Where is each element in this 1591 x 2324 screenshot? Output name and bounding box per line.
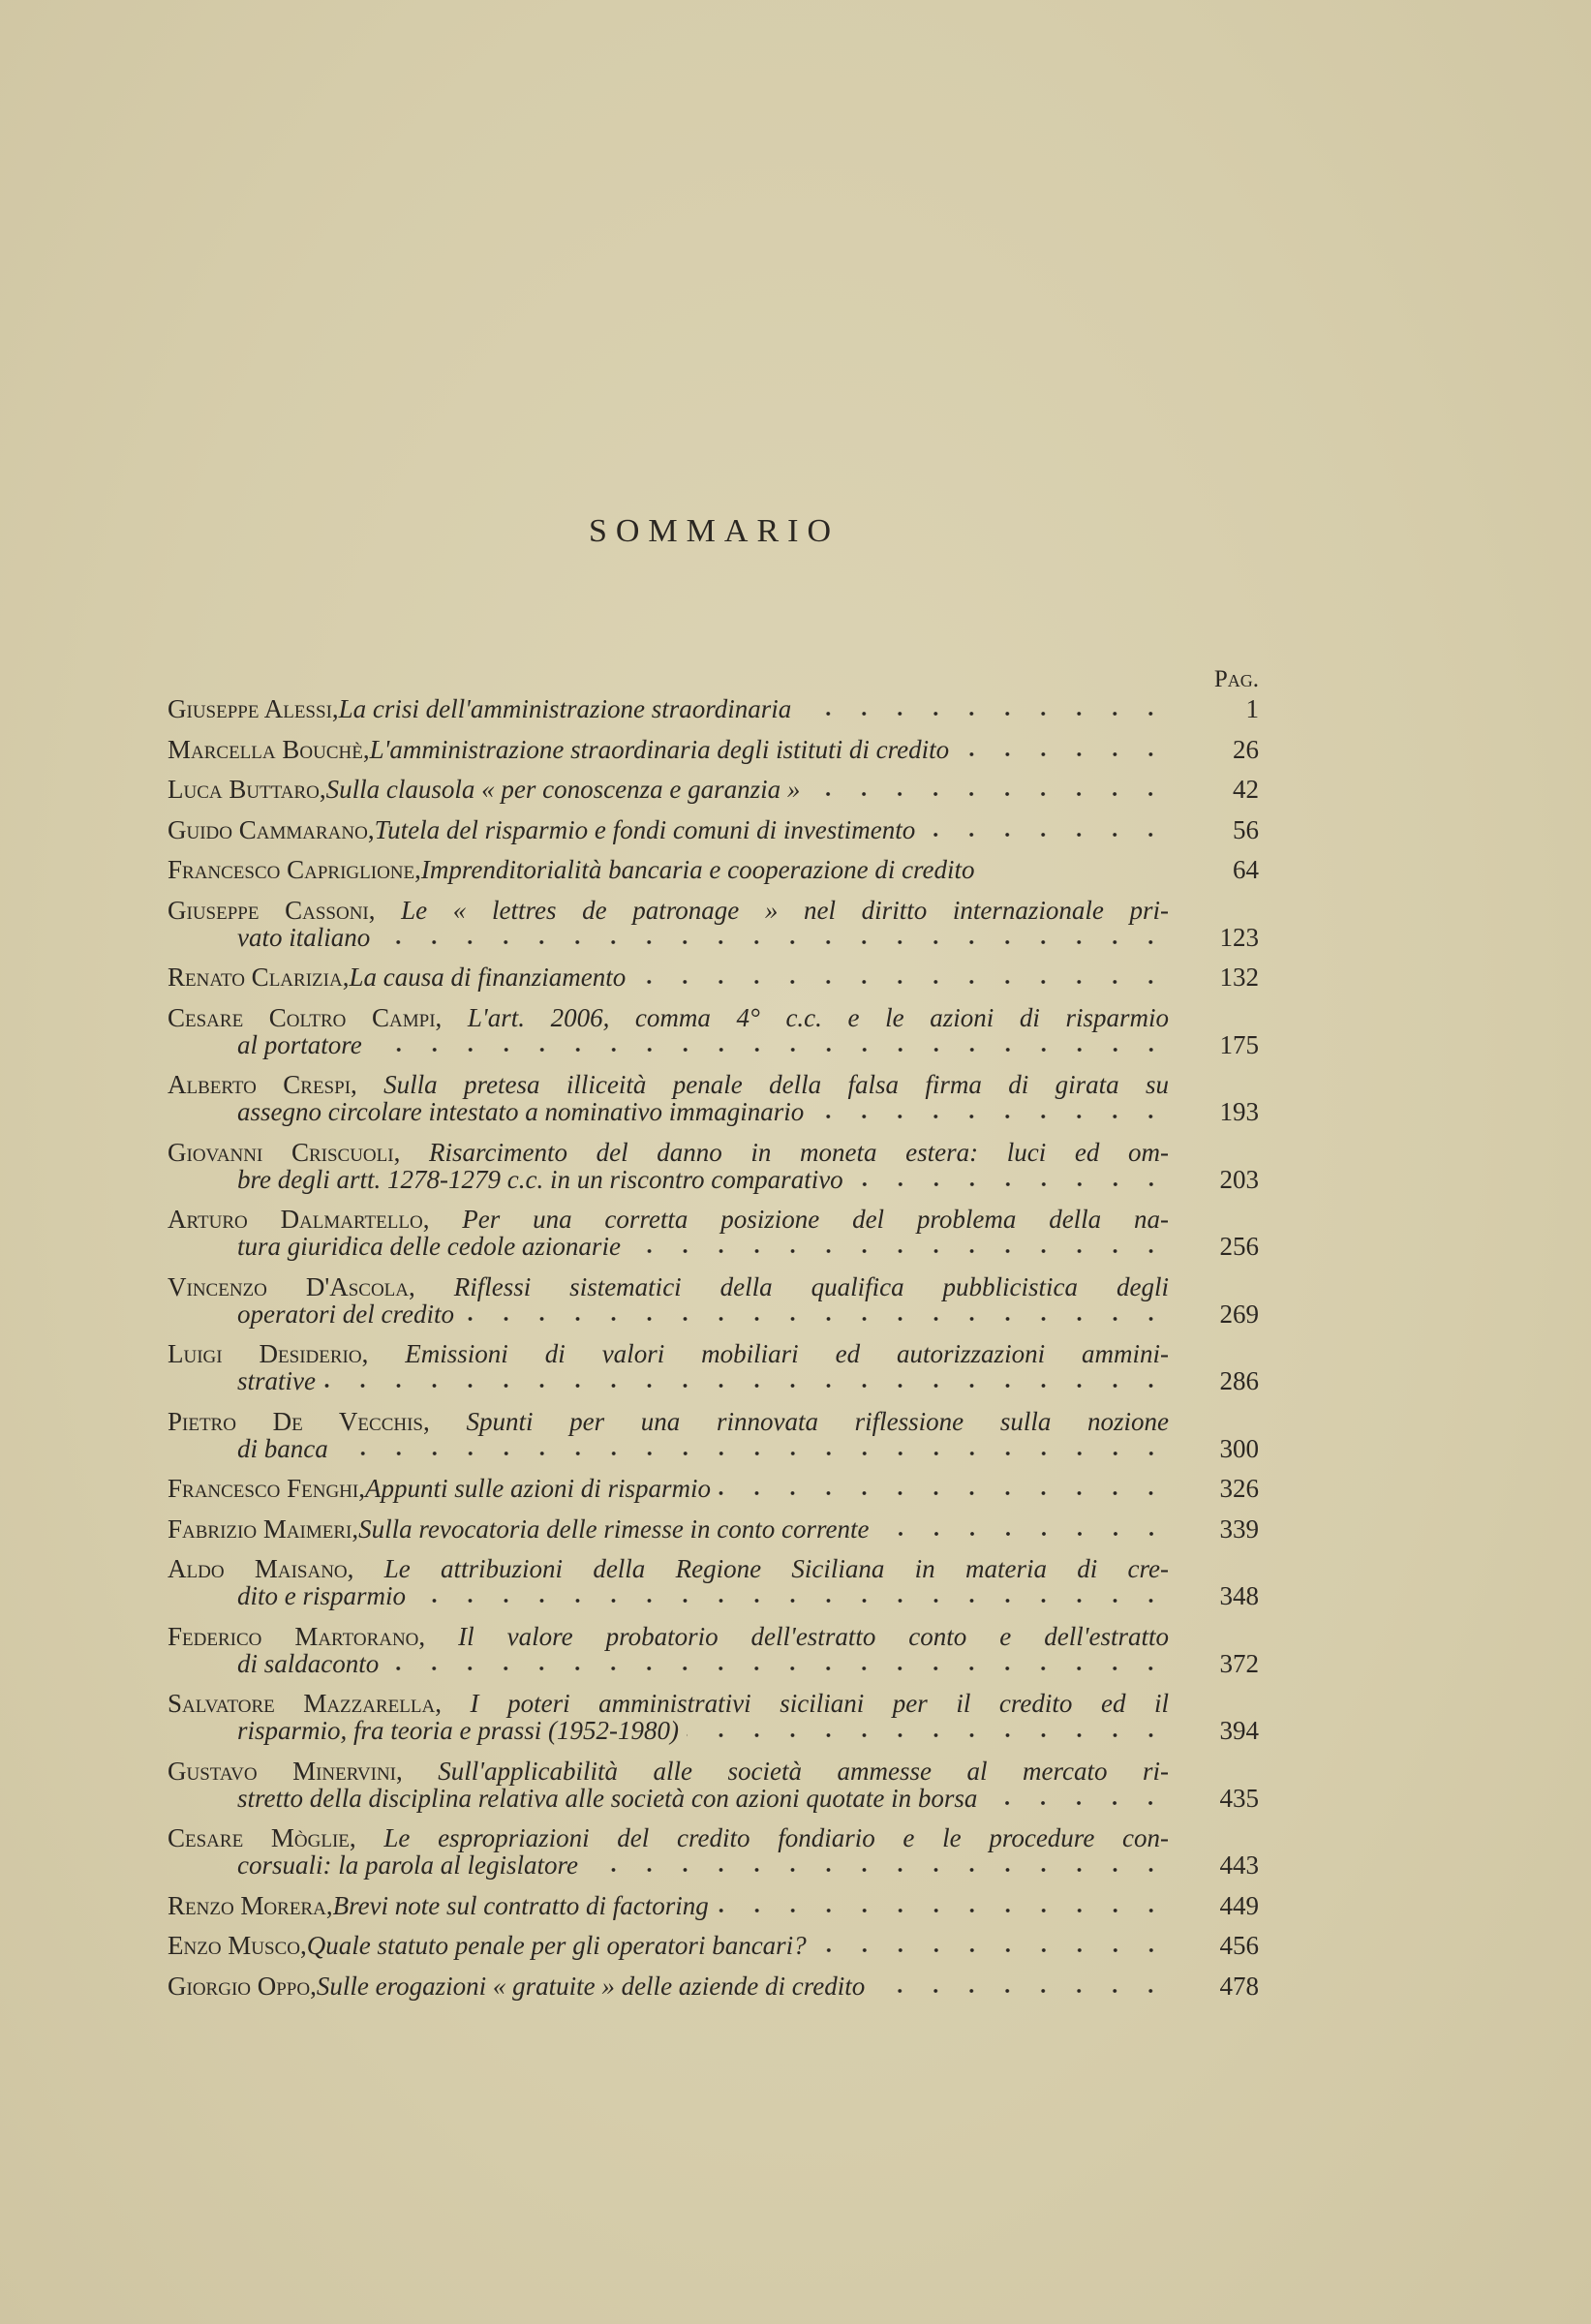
dot-leader [814, 1941, 1169, 1954]
entry-title-line: assegno circolare intestato a nominativo immaginario [237, 1097, 805, 1126]
entry-title-line: Per una corretta posizione del problema della na- [462, 1205, 1169, 1234]
entry-page-number: 286 [1219, 1366, 1259, 1395]
entry-text [168, 1892, 1169, 1919]
entry-line [168, 1004, 1169, 1031]
entry-text [168, 1932, 1169, 1959]
entry-page-number: 123 [1219, 922, 1259, 952]
entry-page-number: 132 [1219, 963, 1259, 992]
entry-text [237, 1098, 1169, 1125]
entry-text [237, 1785, 1169, 1812]
dot-leader [628, 1241, 1169, 1255]
entry-line [168, 1555, 1169, 1582]
entry-page-number: 339 [1219, 1514, 1259, 1544]
entry-line [168, 1785, 1259, 1812]
entry-page-number: 372 [1219, 1648, 1259, 1678]
entry-text [237, 1851, 1169, 1879]
dot-leader [923, 825, 1169, 839]
entry-line [168, 856, 1259, 883]
entry-text [168, 856, 1169, 883]
entry-line [168, 736, 1259, 763]
entry-title-line: di banca [237, 1433, 328, 1463]
dot-leader [851, 1175, 1169, 1188]
entry-author: Aldo Maisano , [168, 1554, 353, 1583]
toc-entry [168, 1139, 1259, 1193]
entry-line [168, 1623, 1169, 1650]
entry-line [168, 1758, 1169, 1785]
entry-line [168, 1972, 1259, 2000]
entry-author: Giuseppe Cassoni , [168, 896, 376, 925]
entry-author: Renzo Morera , [168, 1892, 333, 1919]
toc-entry [168, 776, 1259, 803]
entry-title-line: Risarcimento del danno in moneta estera: luci ed om- [428, 1137, 1170, 1167]
toc-entry [168, 1408, 1259, 1462]
entry-line [168, 695, 1259, 722]
entry-text [237, 1650, 1169, 1677]
entry-line [168, 1166, 1259, 1193]
entry-title-line: corsuali: la parola al legislatore [237, 1850, 578, 1880]
toc-entry [168, 963, 1259, 991]
entry-page-number: 449 [1219, 1890, 1259, 1920]
entry-line [168, 1408, 1169, 1435]
toc-entry [168, 1758, 1259, 1812]
entry-title-line: Brevi note sul contratto di factoring [332, 1890, 709, 1920]
entry-text [168, 776, 1169, 803]
entry-author: Giovanni Criscuoli , [168, 1138, 400, 1167]
entry-text [168, 695, 1169, 722]
entry-line [168, 897, 1169, 924]
entry-title-line: Emissioni di valori mobiliari ed autorizzazioni ammini- [405, 1339, 1170, 1368]
entry-page-number: 175 [1219, 1029, 1259, 1059]
toc-entry [168, 1071, 1259, 1125]
toc-entry [168, 1623, 1259, 1677]
entry-title-line: Il valore probatorio dell'estratto conto e dell'estratto [458, 1621, 1169, 1651]
dot-leader [633, 972, 1169, 986]
entry-text [168, 1972, 1169, 2000]
entry-author: Marcella Bouchè , [168, 736, 370, 763]
entry-line [168, 1515, 1259, 1543]
entry-page-number: 193 [1219, 1097, 1259, 1126]
entry-title-line: risparmio, fra teoria e prassi (1952-1980) [237, 1716, 680, 1745]
entry-title-line: La crisi dell'amministrazione straordinaria [338, 694, 792, 723]
toc-entry [168, 1555, 1259, 1609]
entry-title-line: Sull'applicabilità alle società ammesse al mercato ri- [438, 1756, 1170, 1786]
entry-title-line: Sulle erogazioni « gratuite » delle aziende di credito [316, 1971, 866, 2001]
entry-text [237, 1300, 1169, 1328]
entry-line [168, 1717, 1259, 1744]
entry-line [168, 1300, 1259, 1328]
toc-entry [168, 816, 1259, 843]
entry-title-line: Le attribuzioni della Regione Siciliana in materia di cre- [383, 1554, 1170, 1583]
entry-text [237, 924, 1169, 951]
entry-line [168, 924, 1259, 951]
entry-text [237, 1435, 1169, 1462]
entry-title-line: dito e risparmio [237, 1581, 407, 1610]
dot-leader [957, 745, 1169, 758]
entry-text [237, 1582, 1169, 1609]
toc-entry [168, 1690, 1259, 1744]
entry-page-number: 300 [1219, 1433, 1259, 1463]
entry-author: Enzo Musco , [168, 1932, 307, 1959]
entry-line [168, 963, 1259, 991]
dot-leader [336, 1444, 1169, 1457]
entry-title-line: stretto della disciplina relativa alle società con azioni quotate in borsa [237, 1783, 978, 1813]
entry-author: Arturo Dalmartello , [168, 1205, 429, 1234]
entry-title-line: Imprenditorialità bancaria e cooperazione di credito [420, 855, 975, 884]
dot-leader [462, 1309, 1169, 1323]
entry-page-number: 443 [1219, 1850, 1259, 1880]
toc-entry [168, 856, 1259, 883]
entry-page-number: 64 [1233, 855, 1259, 884]
entry-title-line: Riflessi sistematici della qualifica pubblicistica degli [453, 1271, 1169, 1301]
entry-line [168, 1932, 1259, 1959]
toc-entry [168, 1475, 1259, 1502]
entry-text [168, 736, 1169, 763]
entry-title-line: operatori del credito [237, 1299, 454, 1329]
dot-leader [877, 1524, 1169, 1538]
entry-author: Guido Cammarano , [168, 816, 375, 843]
entry-page-number: 203 [1219, 1164, 1259, 1194]
entry-line [168, 1233, 1259, 1260]
toc-entry [168, 1515, 1259, 1543]
entry-page-number: 326 [1219, 1474, 1259, 1503]
entry-page-number: 42 [1233, 775, 1259, 804]
entry-text [237, 1233, 1169, 1260]
entry-line [168, 816, 1259, 843]
entry-page-number: 478 [1219, 1971, 1259, 2001]
entry-line [168, 1851, 1259, 1879]
dot-leader [808, 784, 1169, 798]
entry-line [168, 1139, 1169, 1166]
entry-title-line: Sulla pretesa illiceità penale della falsa firma di girata su [383, 1070, 1169, 1099]
entry-author: Federico Martorano , [168, 1622, 425, 1651]
page-column-label: Pag. [1213, 666, 1259, 692]
entry-page-number: 256 [1219, 1232, 1259, 1261]
entry-text [237, 1166, 1169, 1193]
entry-author: Cesare Coltro Campi , [168, 1003, 442, 1032]
entry-line [168, 1582, 1259, 1609]
entry-text [237, 1031, 1169, 1058]
entry-author: Francesco Capriglione , [168, 856, 421, 883]
entry-line [168, 1273, 1169, 1300]
entry-page-number: 435 [1219, 1783, 1259, 1813]
entry-title-line: tura giuridica delle cedole azionarie [237, 1232, 621, 1261]
entry-title-line: al portatore [237, 1029, 362, 1059]
entry-author: Giorgio Oppo , [168, 1972, 317, 2000]
entry-author: Francesco Fenghi , [168, 1475, 365, 1502]
table-of-contents [168, 695, 1259, 2012]
entry-title-line: I poteri amministrativi siciliani per il credito ed il [470, 1689, 1170, 1718]
toc-entry [168, 897, 1259, 951]
toc-entry [168, 1932, 1259, 1959]
entry-title-line: Le espropriazioni del credito fondiario e le procedure con- [383, 1823, 1169, 1852]
entry-author: Vincenzo D'Ascola , [168, 1272, 415, 1301]
entry-title-line: Tutela del risparmio e fondi comuni di investimento [374, 814, 916, 844]
dot-leader [413, 1591, 1169, 1605]
toc-entry [168, 695, 1259, 722]
entry-line [168, 1475, 1259, 1502]
entry-page-number: 56 [1233, 814, 1259, 844]
toc-entry [168, 1824, 1259, 1879]
dot-leader [386, 1659, 1169, 1672]
entry-author: Luigi Desiderio , [168, 1339, 368, 1368]
dot-leader [323, 1376, 1169, 1390]
entry-line [168, 1435, 1259, 1462]
dot-leader [717, 1901, 1169, 1914]
entry-author: Renato Clarizia , [168, 963, 349, 991]
entry-line [168, 1892, 1259, 1919]
entry-page-number: 269 [1219, 1299, 1259, 1329]
entry-author: Alberto Crespi , [168, 1070, 357, 1099]
entry-author: Luca Buttaro , [168, 776, 326, 803]
entry-page-number: 348 [1219, 1581, 1259, 1610]
entry-title-line: di saldaconto [237, 1648, 380, 1678]
entry-line [168, 1690, 1169, 1717]
entry-text [237, 1367, 1169, 1394]
toc-entry [168, 1206, 1259, 1260]
dot-leader [719, 1483, 1169, 1497]
entry-text [168, 1515, 1169, 1543]
dot-leader [586, 1860, 1169, 1874]
entry-title-line: Quale statuto penale per gli operatori bancari? [306, 1931, 807, 1960]
toc-entry [168, 1273, 1259, 1328]
entry-page-number: 1 [1245, 694, 1259, 723]
entry-line [168, 776, 1259, 803]
entry-line [168, 1367, 1259, 1394]
entry-title-line: Le « lettres de patronage » nel diritto internazionale pri- [401, 895, 1169, 925]
entry-title-line: bre degli artt. 1278-1279 c.c. in un riscontro comparativo [237, 1164, 843, 1194]
toc-entry [168, 1340, 1259, 1394]
entry-text [237, 1717, 1169, 1744]
entry-line [168, 1098, 1259, 1125]
entry-author: Fabrizio Maimeri , [168, 1515, 358, 1543]
page-title: SOMMARIO [588, 513, 841, 549]
entry-author: Gustavo Minervini , [168, 1757, 403, 1786]
entry-author: Pietro De Vecchis , [168, 1407, 430, 1436]
dot-leader [370, 1040, 1169, 1054]
dot-leader [985, 1793, 1169, 1807]
toc-entry [168, 736, 1259, 763]
dot-leader [811, 1107, 1169, 1120]
entry-line [168, 1071, 1169, 1098]
entry-line [168, 1824, 1169, 1851]
entry-page-number: 456 [1219, 1931, 1259, 1960]
entry-title-line: Sulla clausola « per conoscenza e garanzia » [325, 775, 801, 804]
entry-title-line: L'amministrazione straordinaria degli istituti di credito [369, 734, 950, 764]
entry-title-line: Sulla revocatoria delle rimesse in conto corrente [358, 1514, 870, 1544]
entry-title-line: vato italiano [237, 922, 371, 952]
dot-leader [799, 704, 1169, 718]
entry-title-line: strative [237, 1366, 316, 1395]
entry-line [168, 1650, 1259, 1677]
toc-entry [168, 1004, 1259, 1058]
entry-author: Cesare Mòglie , [168, 1823, 356, 1852]
toc-entry [168, 1892, 1259, 1919]
entry-title-line: Spunti per una rinnovata riflessione sulla nozione [466, 1406, 1169, 1436]
entry-text [168, 816, 1169, 843]
entry-author: Giuseppe Alessi , [168, 695, 339, 722]
dot-leader [378, 933, 1169, 946]
entry-line [168, 1031, 1259, 1058]
entry-text [168, 1475, 1169, 1502]
dot-leader [687, 1726, 1169, 1739]
toc-entry [168, 1972, 1259, 2000]
entry-title-line: Appunti sulle azioni di risparmio [364, 1474, 712, 1503]
dot-leader [872, 1981, 1169, 1995]
entry-title-line: La causa di finanziamento [349, 963, 627, 992]
entry-page-number: 26 [1233, 734, 1259, 764]
entry-page-number: 394 [1219, 1716, 1259, 1745]
entry-line [168, 1206, 1169, 1233]
entry-author: Salvatore Mazzarella , [168, 1689, 442, 1718]
entry-line [168, 1340, 1169, 1367]
entry-title-line: L'art. 2006, comma 4° c.c. e le azioni di risparmio [467, 1002, 1169, 1032]
entry-text [168, 963, 1169, 991]
